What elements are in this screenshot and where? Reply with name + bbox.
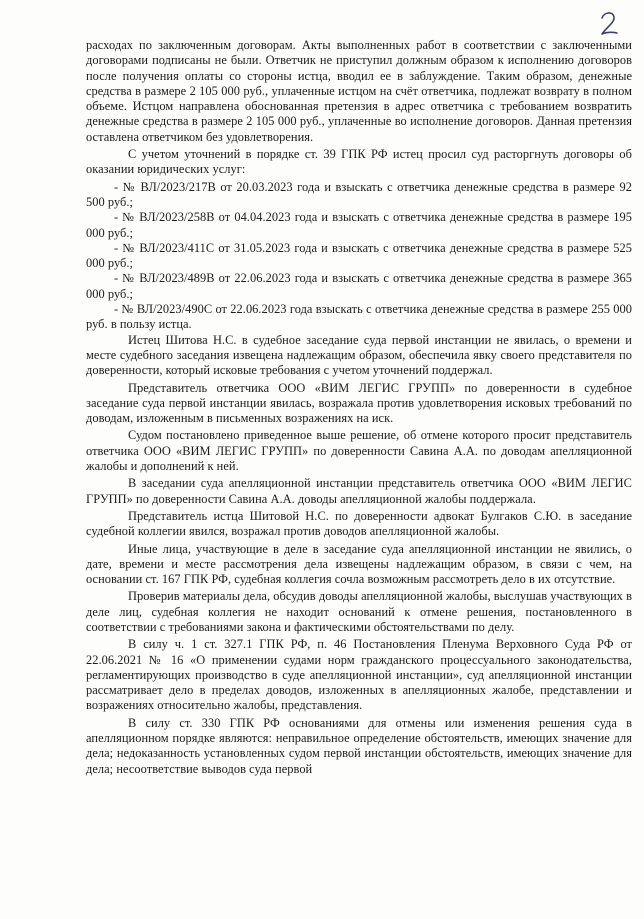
- list-item-contract-489b: - № ВЛ/2023/489В от 22.06.2023 года и взыскать с ответчика денежные средства в размере 365 000 руб.;: [86, 271, 632, 301]
- paragraph-legal-basis-327: В силу ч. 1 ст. 327.1 ГПК РФ, п. 46 Постановления Пленума Верховного Суда РФ от 22.06.2021 № 16 «О применении судами норм гражданского процессуального законодательства, регламентирующих производство в суде апелляционной инстанции», суд апелляционной инстанции рассматривает дело в пределах доводов, изложенных в апелляционных жалобе, представлении и возражениях относительно жалобы, представления.: [86, 637, 632, 713]
- list-item-contract-490c: - № ВЛ/2023/490С от 22.06.2023 года взыскать с ответчика денежные средства в размере 255 000 руб. в пользу истца.: [86, 302, 632, 332]
- handwritten-page-number: [598, 10, 620, 38]
- list-item-contract-411c: - № ВЛ/2023/411С от 31.05.2023 года и взыскать с ответчика денежные средства в размере 525 000 руб.;: [86, 240, 632, 271]
- paragraph-plaintiff-representative: Представитель истца Шитовой Н.С. по доверенности адвокат Булгаков С.Ю. в заседание судебной коллегии явился, возражал против доводов апелляционной жалобы.: [86, 508, 632, 539]
- paragraph-claims-summary: расходах по заключенным договорам. Акты выполненных работ в соответствии с заключенными договорами подписаны не были. Ответчик не приступил должным образом к исполнению договоров после получения оплаты со стороны истца, вводил ее в заблуждение. Таким образом, денежные средства в размере 2 105 000 руб., уплаченные истцом на счёт ответчика, подлежат возврату в полном объеме. Истцом направлена обоснованная претензия в адрес ответчика с требованием возвратить денежные средства в размере 2 105 000 руб., уплаченные во исполнение договоров. Данная претензия оставлена ответчиком без удовлетворения.: [86, 38, 632, 144]
- paragraph-appeal-supported: В заседании суда апелляционной инстанции представитель ответчика ООО «ВИМ ЛЕГИС ГРУПП» по доверенности Савина А.А. доводы апелляционной жалобы поддержала.: [86, 476, 632, 506]
- paragraph-plaintiff-absence: Истец Шитова Н.С. в судебное заседание суда первой инстанции не явилась, о времени и месте судебного заседания извещена надлежащим образом, обеспечила явку своего представителя по доверенности, который исковые требования с учетом уточнений поддержал.: [86, 332, 632, 378]
- paragraph-defendant-objection: Представитель ответчика ООО «ВИМ ЛЕГИС ГРУПП» по доверенности в судебное заседание суда первой инстанции явилась, возражала против удовлетворения исковых требований по доводам, изложенным в письменных возражениях на иск.: [86, 380, 632, 426]
- paragraph-clarified-claims: С учетом уточнений в порядке ст. 39 ГПК РФ истец просил суд расторгнуть договоры об оказании юридических услуг:: [86, 147, 632, 177]
- paragraph-appeal-filed: Судом постановлено приведенное выше решение, об отмене которого просит представитель ответчика ООО «ВИМ ЛЕГИС ГРУПП» по доверенности Савина А.А. по доводам апелляционной жалобы и дополнений к ней.: [86, 428, 632, 474]
- paragraph-other-parties-absent: Иные лица, участвующие в деле в заседание суда апелляционной инстанции не явились, о дате, времени и месте рассмотрения дела извещены надлежащим образом, в связи с чем, на основании ст. 167 ГПК РФ, судебная коллегия сочла возможным рассмотреть дело в их отсутствие.: [86, 541, 632, 587]
- paragraph-legal-basis-330: В силу ст. 330 ГПК РФ основаниями для отмены или изменения решения суда в апелляционном порядке являются: неправильное определение обстоятельств, имеющих значение для дела; недоказанность установленных судом первой инстанции обстоятельств, имеющих значение для дела; несоответствие выводов суда первой: [86, 715, 632, 776]
- list-item-contract-258b: - № ВЛ/2023/258В от 04.04.2023 года и взыскать с ответчика денежные средства в размере 195 000 руб.;: [86, 210, 632, 240]
- paragraph-review-conclusion: Проверив материалы дела, обсудив доводы апелляционной жалобы, выслушав участвующих в деле лиц, судебная коллегия не находит оснований к отмене решения, постановленного в соответствии с требованиями закона и фактическими обстоятельствами по делу.: [86, 589, 632, 634]
- list-item-contract-217b: - № ВЛ/2023/217В от 20.03.2023 года и взыскать с ответчика денежные средства в размере 92 500 руб.;: [86, 179, 632, 209]
- document-body: [86, 38, 632, 779]
